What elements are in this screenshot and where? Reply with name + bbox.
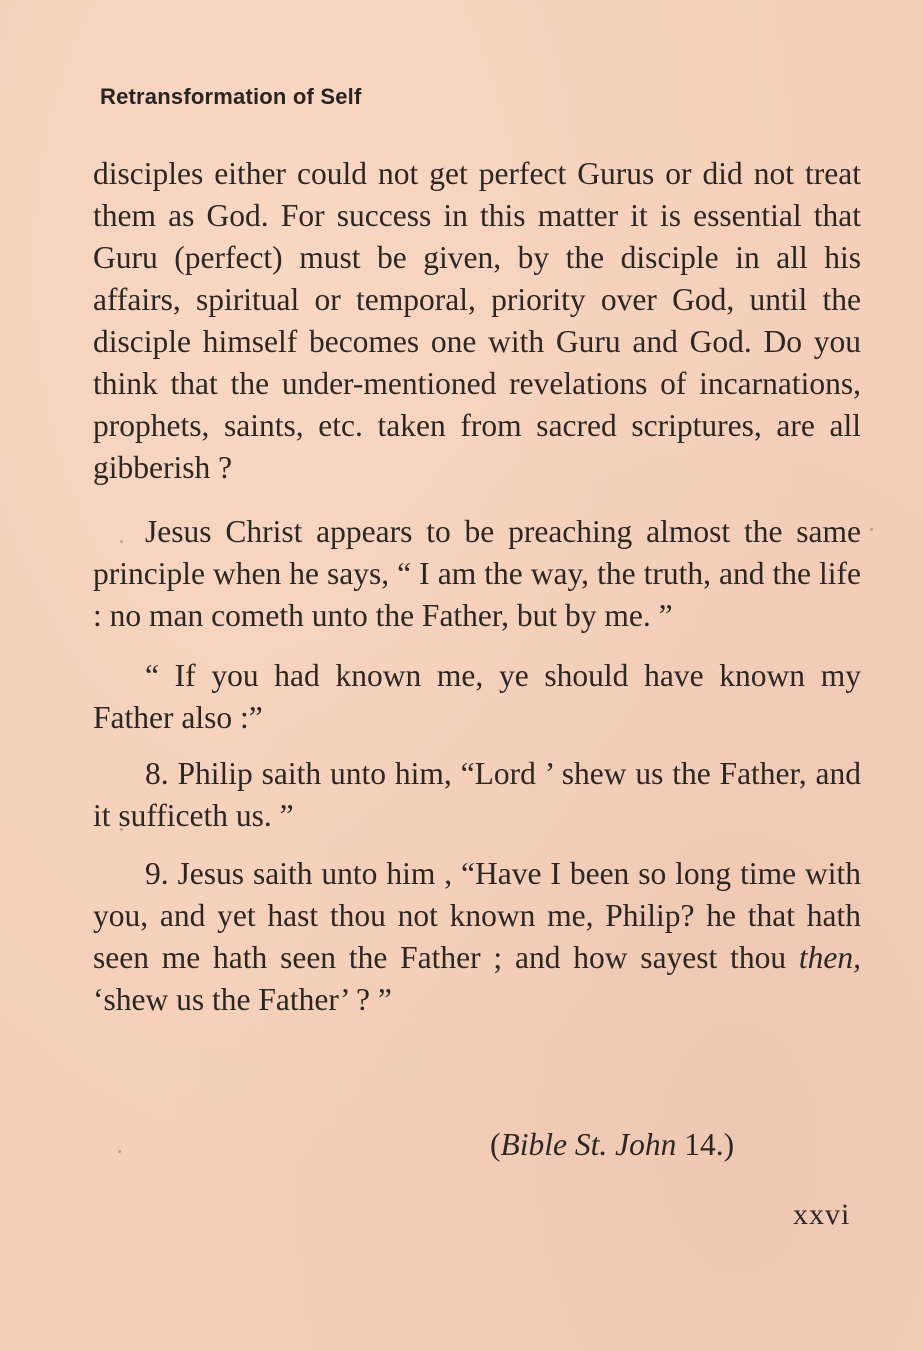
citation-work: Bible St. John xyxy=(500,1127,677,1162)
citation-open-paren: ( xyxy=(490,1127,501,1162)
paper-speck xyxy=(870,528,873,531)
paper-speck xyxy=(120,828,123,831)
paragraph-if-you-had-known: “ If you had known me, ye should have known my Father also :” xyxy=(93,658,861,735)
paragraph-jesus-christ: Jesus Christ appears to be preaching almost the same principle when he says, “ I am the way, the truth, and the life : no man cometh unto the Father, but by me. ” xyxy=(93,514,861,633)
paragraph-verse-9 xyxy=(93,853,861,1021)
paper-speck xyxy=(430,540,433,543)
verse-9-text: 9. Jesus saith unto him , “Have I been so long time with you, and yet hast thou not known me, Philip? he that hath seen me hath seen the Father ; and how sayest thou then, ‘shew us the Father’ ? ” xyxy=(93,856,861,1017)
paper-speck xyxy=(118,1150,121,1153)
page-number: xxvi xyxy=(793,1198,851,1231)
scripture-citation xyxy=(490,1124,734,1166)
paragraph-disciples: disciples either could not get perfect Gurus or did not treat them as God. For success in this matter it is essential that Guru (perfect) must be given, by the disciple in all his affairs, spiritual or temporal, priority over God, until the disciple himself becomes one with Guru and God. Do you think that the under-mentioned revelations of incarnations, prophets, saints, etc. taken from sacred scriptures, are all gibberish ? xyxy=(93,156,861,485)
paragraph-verse-8: 8. Philip saith unto him, “Lord ’ shew us the Father, and it sufficeth us. ” xyxy=(93,756,861,833)
running-head: Retransformation of Self xyxy=(100,84,362,109)
body-text xyxy=(93,153,861,1035)
citation-chapter: 14.) xyxy=(676,1127,735,1162)
paper-speck xyxy=(120,540,123,543)
